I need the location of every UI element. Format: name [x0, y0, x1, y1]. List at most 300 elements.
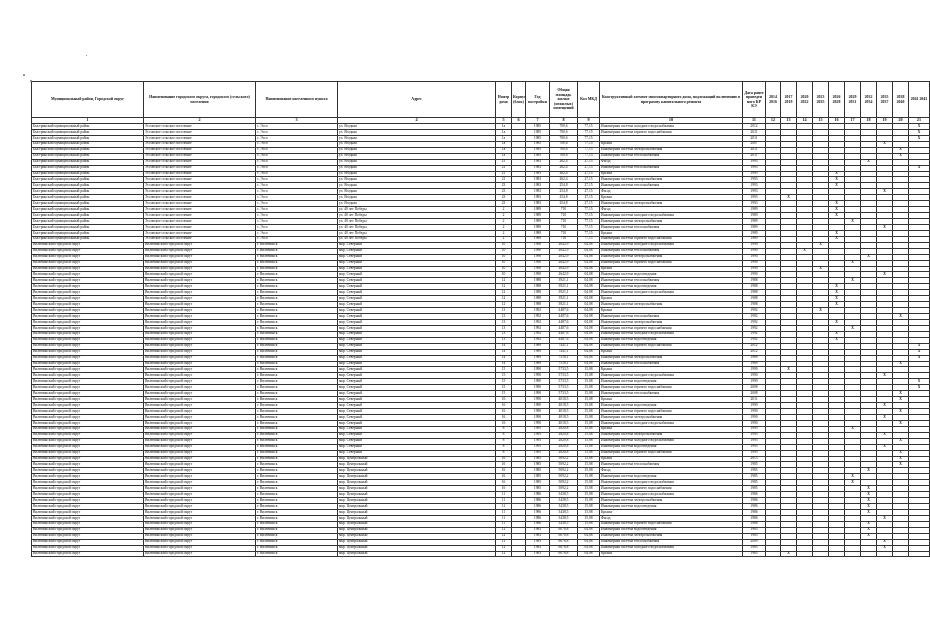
period-mark-cell: X	[877, 414, 893, 420]
period-mark-cell: X	[909, 129, 930, 135]
address-cell: мкр. Центральный	[338, 509, 496, 515]
address-cell: ул. Ягодная	[338, 165, 496, 171]
house-number-cell: 2	[496, 224, 512, 230]
last-repair-cell: 1989	[743, 236, 766, 242]
area-cell: 4487,6	[550, 325, 578, 331]
column-number-cell: 2	[144, 118, 256, 124]
column-number-cell: 6	[512, 118, 526, 124]
wear-cell: 15,08	[578, 492, 600, 498]
year-built-cell: 1983	[526, 533, 550, 539]
last-repair-cell: 1990	[743, 266, 766, 272]
wear-cell: 15,08	[578, 462, 600, 468]
settlement-cell: Эссовское сельское поселение	[144, 165, 256, 171]
house-number-cell: 2	[496, 230, 512, 236]
district-cell: Вилючинский городской округ	[32, 373, 144, 379]
area-cell: 3438,5	[550, 492, 578, 498]
house-number-cell: 1а	[496, 141, 512, 147]
settlement-cell: Вилючинский городской округ	[144, 420, 256, 426]
wear-cell: 04,08	[578, 248, 600, 254]
settlement-cell: Эссовское сельское поселение	[144, 224, 256, 230]
period-mark-cell: X	[877, 444, 893, 450]
locality-cell: г. Вилючинск	[256, 260, 338, 266]
year-built-cell: 1990	[526, 367, 550, 373]
element-cell: Крыша	[600, 141, 743, 147]
element-cell: Фасад	[600, 468, 743, 474]
district-cell: Вилючинский городской округ	[32, 420, 144, 426]
year-built-cell: 1983	[526, 201, 550, 207]
column-number-cell: 21	[909, 118, 930, 124]
period-mark-cell: X	[781, 551, 797, 557]
wear-cell: 15,08	[578, 515, 600, 521]
year-built-cell: 1995	[526, 426, 550, 432]
period-mark-cell: X	[845, 325, 861, 331]
settlement-cell: Вилючинский городской округ	[144, 331, 256, 337]
district-cell: Быстринский муниципальный район	[32, 135, 144, 141]
period-mark-cell	[909, 551, 930, 557]
last-repair-cell: 1993	[743, 201, 766, 207]
settlement-cell: Вилючинский городской округ	[144, 248, 256, 254]
year-built-cell: 1990	[526, 242, 550, 248]
address-cell: мкр. Центральный	[338, 492, 496, 498]
element-cell: Инженерная система электроснабжения	[600, 319, 743, 325]
element-cell: Инженерная система горячего водоснабжения	[600, 385, 743, 391]
address-cell: мкр. Северный	[338, 308, 496, 314]
address-cell: ул. Ягодная	[338, 177, 496, 183]
address-cell: мкр. Северный	[338, 260, 496, 266]
header-cell: 2029 2031	[845, 82, 861, 118]
last-repair-cell: 1993	[743, 165, 766, 171]
last-repair-cell: 2011	[743, 129, 766, 135]
address-cell: ул. 40 лет Победы	[338, 213, 496, 219]
district-cell: Вилючинский городской округ	[32, 450, 144, 456]
address-cell: ул. 40 лет Победы	[338, 236, 496, 242]
district-cell: Быстринский муниципальный район	[32, 159, 144, 165]
locality-cell: с. Эссо	[256, 171, 338, 177]
last-repair-cell: 1983	[743, 545, 766, 551]
house-number-cell: 16	[496, 462, 512, 468]
last-repair-cell: 1983	[743, 551, 766, 557]
locality-cell: с. Эссо	[256, 124, 338, 130]
locality-cell: г. Вилючинск	[256, 438, 338, 444]
period-mark-cell: X	[845, 474, 861, 480]
column-number-cell: 11	[743, 118, 766, 124]
house-number-cell: 12	[496, 284, 512, 290]
wear-cell: 15,08	[578, 509, 600, 515]
element-cell: Инженерная система водоотведения	[600, 284, 743, 290]
last-repair-cell: 1986	[743, 498, 766, 504]
header-cell: 2023 2025	[813, 82, 829, 118]
house-number-cell: 14	[496, 349, 512, 355]
house-number-cell: 15	[496, 391, 512, 397]
year-built-cell: 1986	[526, 521, 550, 527]
house-number-cell: 10	[496, 260, 512, 266]
period-mark-cell: X	[909, 355, 930, 361]
house-number-cell: 23	[496, 201, 512, 207]
column-number-cell: 1	[32, 118, 144, 124]
area-cell: 4487,6	[550, 308, 578, 314]
last-repair-cell: 1993	[743, 189, 766, 195]
locality-cell: г. Вилючинск	[256, 444, 338, 450]
house-number-cell: 14	[496, 361, 512, 367]
area-cell: 3921,1	[550, 284, 578, 290]
settlement-cell: Вилючинский городской округ	[144, 278, 256, 284]
house-number-cell: 12	[496, 539, 512, 545]
last-repair-cell: 1992	[743, 314, 766, 320]
header-cell: Наименование населенного пункта	[256, 82, 338, 118]
district-cell: Вилючинский городской округ	[32, 266, 144, 272]
wear-cell: 15,08	[578, 385, 600, 391]
district-cell: Быстринский муниципальный район	[32, 165, 144, 171]
period-mark-cell: X	[909, 135, 930, 141]
settlement-cell: Вилючинский городской округ	[144, 385, 256, 391]
district-cell: Вилючинский городской округ	[32, 480, 144, 486]
last-repair-cell: 1986	[743, 509, 766, 515]
wear-cell: 04,08	[578, 242, 600, 248]
house-number-cell: 2	[496, 219, 512, 225]
period-mark-cell: X	[829, 319, 845, 325]
district-cell: Вилючинский городской округ	[32, 349, 144, 355]
locality-cell: г. Вилючинск	[256, 480, 338, 486]
header-cell: 2014 2016	[766, 82, 781, 118]
locality-cell: г. Вилючинск	[256, 254, 338, 260]
wear-cell: 77,15	[578, 153, 600, 159]
locality-cell: с. Эссо	[256, 224, 338, 230]
settlement-cell: Вилючинский городской округ	[144, 325, 256, 331]
district-cell: Вилючинский городской округ	[32, 444, 144, 450]
district-cell: Вилючинский городской округ	[32, 343, 144, 349]
district-cell: Быстринский муниципальный район	[32, 213, 144, 219]
settlement-cell: Эссовское сельское поселение	[144, 201, 256, 207]
house-number-cell: 8	[496, 432, 512, 438]
last-repair-cell: 2007	[743, 141, 766, 147]
settlement-cell: Вилючинский городской округ	[144, 486, 256, 492]
area-cell: 7518,1	[550, 361, 578, 367]
locality-cell: с. Эссо	[256, 141, 338, 147]
district-cell: Вилючинский городской округ	[32, 248, 144, 254]
area-cell: 5733,5	[550, 367, 578, 373]
settlement-cell: Вилючинский городской округ	[144, 515, 256, 521]
address-cell: мкр. Северный	[338, 290, 496, 296]
wear-cell: 15,08	[578, 474, 600, 480]
settlement-cell: Вилючинский городской округ	[144, 551, 256, 557]
district-cell: Вилючинский городской округ	[32, 278, 144, 284]
last-repair-cell: 1992	[743, 337, 766, 343]
header-cell: 2035 2037	[877, 82, 893, 118]
period-mark-cell: X	[893, 391, 909, 397]
element-cell: Инженерная система теплоснабжения	[600, 153, 743, 159]
header-cell: 2032 2034	[861, 82, 877, 118]
element-cell: Инженерная система электроснабжения	[600, 414, 743, 420]
district-cell: Вилючинский городской округ	[32, 272, 144, 278]
locality-cell: г. Вилючинск	[256, 504, 338, 510]
wear-cell: 15,08	[578, 480, 600, 486]
year-built-cell: 1992	[526, 308, 550, 314]
locality-cell: г. Вилючинск	[256, 414, 338, 420]
area-cell: 710	[550, 213, 578, 219]
area-cell: 6078,8	[550, 533, 578, 539]
area-cell: 700,6	[550, 129, 578, 135]
period-mark-cell: X	[861, 509, 877, 515]
period-mark-cell: X	[893, 409, 909, 415]
element-cell: Инженерная система водоотведения	[600, 379, 743, 385]
last-repair-cell: 2012	[743, 124, 766, 130]
settlement-cell: Эссовское сельское поселение	[144, 213, 256, 219]
locality-cell: с. Эссо	[256, 236, 338, 242]
wear-cell: 04,08	[578, 343, 600, 349]
wear-cell: 04,08	[578, 349, 600, 355]
area-cell: 3438,5	[550, 515, 578, 521]
header-cell: Муниципальный район, Городской округ	[32, 82, 144, 118]
area-cell: 262,4	[550, 165, 578, 171]
area-cell: 2642,9	[550, 266, 578, 272]
house-number-cell: 1а	[496, 129, 512, 135]
period-mark-cell	[829, 551, 845, 557]
wear-cell: 77,15	[578, 147, 600, 153]
house-number-cell: 14	[496, 343, 512, 349]
district-cell: Вилючинский городской округ	[32, 314, 144, 320]
wear-cell: 77,15	[578, 129, 600, 135]
area-cell: 262,4	[550, 159, 578, 165]
house-number-cell: 12	[496, 296, 512, 302]
last-repair-cell: 1990	[743, 242, 766, 248]
last-repair-cell: 1988	[743, 302, 766, 308]
locality-cell: г. Вилючинск	[256, 296, 338, 302]
settlement-cell: Вилючинский городской округ	[144, 302, 256, 308]
area-cell: 6078,8	[550, 539, 578, 545]
element-cell: Инженерная система теплоснабжения	[600, 462, 743, 468]
settlement-cell: Эссовское сельское поселение	[144, 153, 256, 159]
period-mark-cell: X	[893, 438, 909, 444]
column-number-cell: 4	[338, 118, 496, 124]
address-cell: ул. 40 лет Победы	[338, 219, 496, 225]
settlement-cell: Вилючинский городской округ	[144, 290, 256, 296]
wear-cell: 27,15	[578, 189, 600, 195]
locality-cell: г. Вилючинск	[256, 248, 338, 254]
area-cell: 3921,1	[550, 278, 578, 284]
period-mark-cell: X	[813, 242, 829, 248]
locality-cell: г. Вилючинск	[256, 426, 338, 432]
locality-cell: г. Вилючинск	[256, 361, 338, 367]
header-cell: 2020 2022	[797, 82, 813, 118]
area-cell: 710	[550, 219, 578, 225]
address-cell: мкр. Северный	[338, 397, 496, 403]
element-cell: Крыша	[600, 367, 743, 373]
element-cell: Инженерная система горячего водоснабжения	[600, 521, 743, 527]
locality-cell: г. Вилючинск	[256, 302, 338, 308]
area-cell: 254,8	[550, 189, 578, 195]
wear-cell: 77,15	[578, 135, 600, 141]
period-mark-cell: X	[829, 230, 845, 236]
settlement-cell: Вилючинский городской округ	[144, 314, 256, 320]
last-repair-cell: 1995	[743, 450, 766, 456]
element-cell: Инженерная система электроснабжения	[600, 219, 743, 225]
last-repair-cell: 1986	[743, 504, 766, 510]
area-cell: 710	[550, 224, 578, 230]
column-number-cell: 7	[526, 118, 550, 124]
house-number-cell: 2	[496, 213, 512, 219]
wear-cell: 15,08	[578, 450, 600, 456]
wear-cell: 15,08	[578, 498, 600, 504]
period-mark-cell: X	[893, 397, 909, 403]
settlement-cell: Вилючинский городской округ	[144, 456, 256, 462]
block-cell	[512, 551, 526, 557]
table-row	[32, 551, 930, 557]
area-cell: 7441,1	[550, 349, 578, 355]
wear-cell: 27,15	[578, 183, 600, 189]
period-mark-cell: X	[829, 236, 845, 242]
area-cell: 262,4	[550, 177, 578, 183]
wear-cell: 15,08	[578, 426, 600, 432]
wear-cell: 04,08	[578, 337, 600, 343]
element-cell: Инженерная система холодного водоснабжения	[600, 242, 743, 248]
locality-cell: с. Эссо	[256, 213, 338, 219]
column-number-cell: 10	[600, 118, 743, 124]
house-number-cell: 16	[496, 468, 512, 474]
period-mark-cell: X	[829, 290, 845, 296]
last-repair-cell: 1990	[743, 409, 766, 415]
locality-cell: с. Эссо	[256, 189, 338, 195]
house-number-cell: 13	[496, 337, 512, 343]
settlement-cell: Вилючинский городской округ	[144, 319, 256, 325]
address-cell: мкр. Центральный	[338, 515, 496, 521]
locality-cell: г. Вилючинск	[256, 432, 338, 438]
house-number-cell: 12	[496, 290, 512, 296]
house-number-cell: 10	[496, 242, 512, 248]
locality-cell: г. Вилючинск	[256, 355, 338, 361]
element-cell: Инженерная система теплоснабжения	[600, 224, 743, 230]
period-mark-cell: X	[861, 504, 877, 510]
last-repair-cell: 1995	[743, 426, 766, 432]
period-mark-cell: X	[909, 385, 930, 391]
header-cell: 2017 2019	[781, 82, 797, 118]
last-repair-cell: 1990	[743, 379, 766, 385]
element-cell: Крыша	[600, 296, 743, 302]
wear-cell: 77,15	[578, 141, 600, 147]
area-cell: 2642,9	[550, 254, 578, 260]
period-mark-cell: X	[877, 432, 893, 438]
locality-cell: г. Вилючинск	[256, 343, 338, 349]
settlement-cell: Вилючинский городской округ	[144, 254, 256, 260]
wear-cell: 04,08	[578, 361, 600, 367]
address-cell: мкр. Северный	[338, 284, 496, 290]
element-cell: Крыша	[600, 397, 743, 403]
last-repair-cell: 2008	[743, 385, 766, 391]
house-number-cell: 16	[496, 420, 512, 426]
locality-cell: г. Вилючинск	[256, 403, 338, 409]
address-cell: мкр. Северный	[338, 296, 496, 302]
address-cell: мкр. Северный	[338, 450, 496, 456]
address-cell: ул. Ягодная	[338, 124, 496, 130]
wear-cell: 15,08	[578, 521, 600, 527]
year-built-cell: 1992	[526, 319, 550, 325]
area-cell: 2642,9	[550, 260, 578, 266]
year-built-cell: 1983	[526, 165, 550, 171]
element-cell: Инженерная система теплоснабжения	[600, 361, 743, 367]
locality-cell: г. Вилючинск	[256, 409, 338, 415]
period-mark-cell	[813, 551, 829, 557]
year-built-cell: 1983	[526, 195, 550, 201]
column-number-cell: 15	[813, 118, 829, 124]
address-cell: мкр. Северный	[338, 355, 496, 361]
period-mark-cell: X	[845, 278, 861, 284]
last-repair-cell: 2009	[743, 539, 766, 545]
element-cell: Инженерная система холодного водоснабжения	[600, 438, 743, 444]
element-cell: Инженерная система электроснабжения	[600, 147, 743, 153]
element-cell: Инженерная система водоотведения	[600, 474, 743, 480]
element-cell: Инженерная система горячего водоснабжения	[600, 129, 743, 135]
year-built-cell: 1988	[526, 290, 550, 296]
area-cell: 2820,8	[550, 432, 578, 438]
year-built-cell: 1995	[526, 438, 550, 444]
area-cell: 3438,5	[550, 504, 578, 510]
district-cell: Вилючинский городской округ	[32, 385, 144, 391]
header-cell: Год постройки	[526, 82, 550, 118]
address-cell: мкр. Центральный	[338, 498, 496, 504]
last-repair-cell: 1995	[743, 432, 766, 438]
year-built-cell: 1989	[526, 224, 550, 230]
district-cell: Быстринский муниципальный район	[32, 195, 144, 201]
district-cell: Вилючинский городской округ	[32, 367, 144, 373]
element-cell: Инженерная система электроснабжения	[600, 355, 743, 361]
year-built-cell: 1995	[526, 450, 550, 456]
wear-cell: 04,08	[578, 527, 600, 533]
area-cell: 700,6	[550, 147, 578, 153]
year-built-cell: 1990	[526, 379, 550, 385]
locality-cell: г. Вилючинск	[256, 379, 338, 385]
element-cell: Инженерная система водоотведения	[600, 272, 743, 278]
area-cell: 4018,5	[550, 403, 578, 409]
address-cell: мкр. Центральный	[338, 474, 496, 480]
settlement-cell: Вилючинский городской округ	[144, 355, 256, 361]
year-built-cell: 1988	[526, 278, 550, 284]
settlement-cell: Эссовское сельское поселение	[144, 135, 256, 141]
settlement-cell: Эссовское сельское поселение	[144, 189, 256, 195]
locality-cell: г. Вилючинск	[256, 551, 338, 557]
period-mark-cell: X	[845, 480, 861, 486]
element-cell: Инженерная система электроснабжения	[600, 254, 743, 260]
column-number-cell: 8	[550, 118, 578, 124]
element-cell: Инженерная система водоотведения	[600, 527, 743, 533]
wear-cell: 15,08	[578, 486, 600, 492]
wear-cell: 15,08	[578, 504, 600, 510]
address-cell: мкр. Центральный	[338, 551, 496, 557]
locality-cell: г. Вилючинск	[256, 509, 338, 515]
house-number-cell: 21	[496, 171, 512, 177]
locality-cell: с. Эссо	[256, 201, 338, 207]
area-cell: 700,6	[550, 153, 578, 159]
locality-cell: г. Вилючинск	[256, 331, 338, 337]
year-built-cell: 1992	[526, 337, 550, 343]
year-built-cell: 1983	[526, 551, 550, 557]
header-cell: Корпус (блок)	[512, 82, 526, 118]
period-mark-cell: X	[877, 515, 893, 521]
element-cell: Инженерная система теплоснабжения	[600, 248, 743, 254]
year-built-cell: 1990	[526, 385, 550, 391]
area-cell: 710	[550, 230, 578, 236]
wear-cell: 27,15	[578, 165, 600, 171]
year-built-cell: 1985	[526, 486, 550, 492]
period-mark-cell: X	[893, 361, 909, 367]
period-mark-cell: X	[893, 314, 909, 320]
district-cell: Вилючинский городской округ	[32, 308, 144, 314]
last-repair-cell: 1993	[743, 183, 766, 189]
header-cell: 2038 2040	[893, 82, 909, 118]
year-built-cell: 1985	[526, 135, 550, 141]
district-cell: Вилючинский городской округ	[32, 284, 144, 290]
last-repair-cell: 1990	[743, 403, 766, 409]
year-built-cell: 1989	[526, 343, 550, 349]
house-number-cell: 10	[496, 248, 512, 254]
